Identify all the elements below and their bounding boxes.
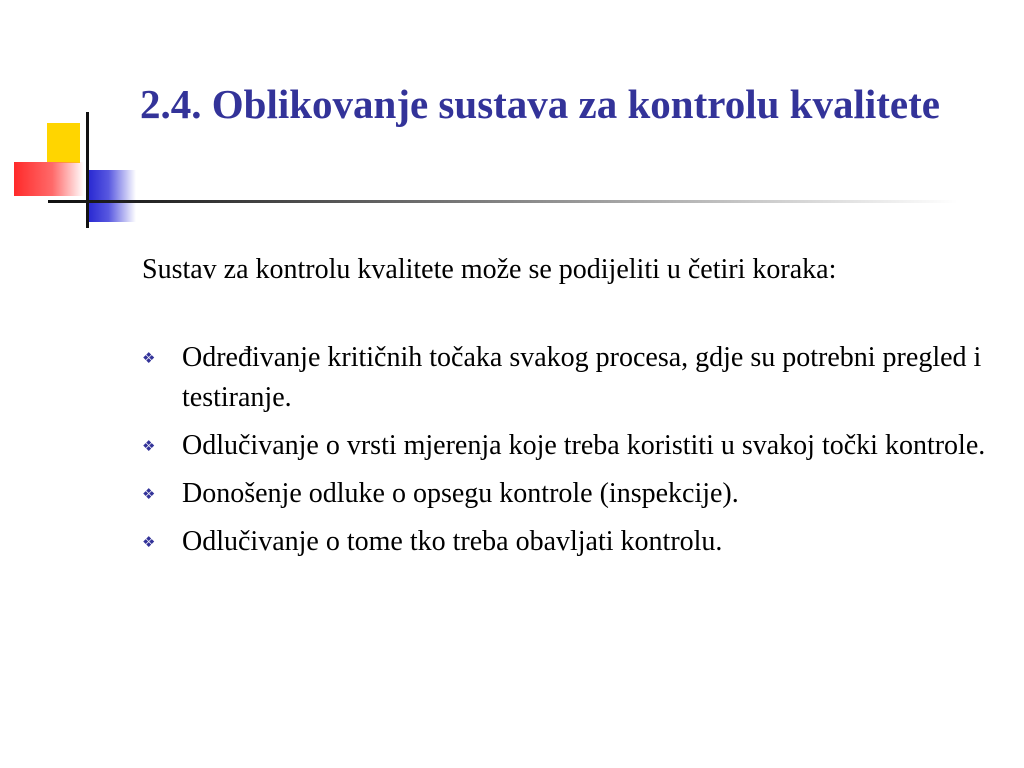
list-item-text: Donošenje odluke o opsegu kontrole (inspekcije).: [182, 478, 739, 509]
list-item: [142, 522, 992, 562]
diamond-bullet-icon: ❖: [142, 349, 156, 367]
list-item: [142, 474, 992, 514]
bullet-list: [142, 338, 992, 562]
slide-body: [142, 250, 992, 570]
red-square-decoration: [14, 162, 84, 196]
intro-paragraph: Sustav za kontrolu kvalitete može se podijeliti u četiri koraka:: [142, 254, 837, 285]
corner-decoration: [0, 0, 140, 240]
list-item-text: Odlučivanje o tome tko treba obavljati kontrolu.: [182, 526, 723, 557]
diamond-bullet-icon: ❖: [142, 533, 156, 551]
list-item: [142, 338, 992, 418]
blue-square-decoration: [86, 170, 136, 222]
slide-title: 2.4. Oblikovanje sustava za kontrolu kvalitete: [140, 81, 940, 127]
diamond-bullet-icon: ❖: [142, 485, 156, 503]
title-underline-rule: [48, 200, 958, 203]
vertical-rule: [86, 112, 89, 228]
list-item: [142, 426, 992, 466]
list-item-text: Odlučivanje o vrsti mjerenja koje treba koristiti u svakoj točki kontrole.: [182, 430, 986, 461]
diamond-bullet-icon: ❖: [142, 437, 156, 455]
list-item-text: Određivanje kritičnih točaka svakog procesa, gdje su potrebni pregled i testiranje.: [182, 342, 982, 413]
yellow-square-decoration: [47, 123, 80, 163]
